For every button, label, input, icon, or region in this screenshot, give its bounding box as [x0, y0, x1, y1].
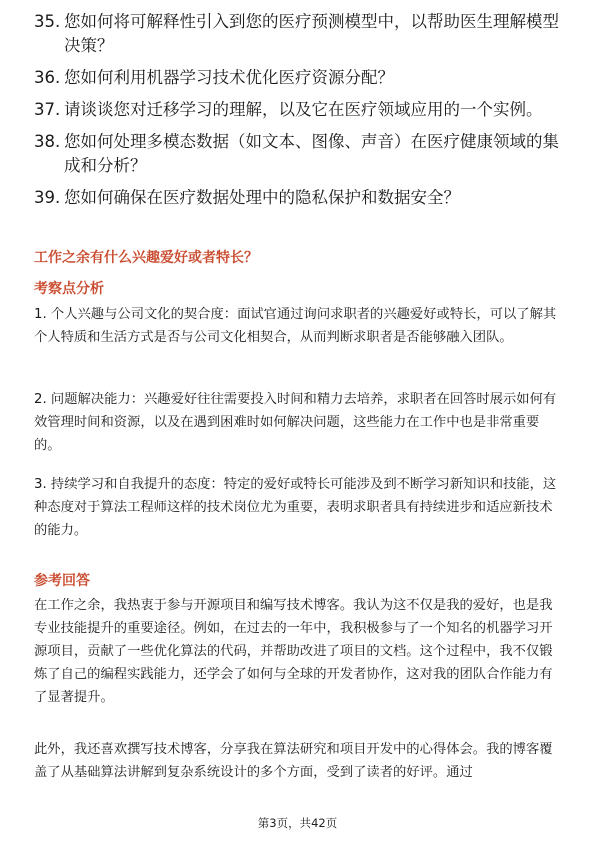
question-list: [34, 10, 564, 218]
answer-heading: 参考回答: [34, 573, 90, 589]
analysis-point: 2. 问题解决能力：兴趣爱好往往需要投入时间和精力去培养，求职者在回答时展示如何有效管理时间和资源，以及在遇到困难时如何解决问题，这些能力在工作中也是非常重要的。: [34, 392, 557, 453]
question-number: 39.: [34, 188, 61, 207]
question-item: [34, 66, 564, 90]
answer-paragraph: 在工作之余，我热衷于参与开源项目和编写技术博客。我认为这不仅是我的爱好，也是我专业技能提升的重要途径。例如，在过去的一年中，我积极参与了一个知名的机器学习开源项目，贡献了一些优化算法的代码，并帮助改进了项目的文档。这个过程中，我不仅锻炼了自己的编程实践能力，还学会了如何与全球的开发者协作，这对我的团队合作能力有了显著提升。: [34, 598, 553, 705]
question-item: [34, 98, 564, 122]
page-footer: 第3页，共42页: [257, 816, 338, 830]
question-item: [34, 186, 564, 210]
question-text: 您如何处理多模态数据（如文本、图像、声音）在医疗健康领域的集成和分析？: [64, 132, 559, 175]
analysis-point: 3. 持续学习和自我提升的态度：特定的爱好或特长可能涉及到不断学习新知识和技能，这种态度对于算法工程师这样的技术岗位尤为重要，表明求职者具有持续进步和适应新技术的能力。: [34, 477, 557, 538]
question-text: 您如何将可解释性引入到您的医疗预测模型中，以帮助医生理解模型决策？: [64, 12, 559, 55]
question-number: 37.: [34, 100, 61, 119]
question-text: 请谈谈您对迁移学习的理解，以及它在医疗领域应用的一个实例。: [64, 100, 543, 119]
section-question-heading: 工作之余有什么兴趣爱好或者特长？: [34, 250, 258, 266]
question-number: 36.: [34, 68, 61, 87]
question-item: [34, 130, 564, 178]
analysis-point: 1. 个人兴趣与公司文化的契合度：面试官通过询问求职者的兴趣爱好或特长，可以了解其个人特质和生活方式是否与公司文化相契合，从而判断求职者是否能够融入团队。: [34, 307, 557, 345]
answer-paragraph: 此外，我还喜欢撰写技术博客，分享我在算法研究和项目开发中的心得体会。我的博客覆盖了从基础算法讲解到复杂系统设计的多个方面，受到了读者的好评。通过: [34, 742, 553, 780]
analysis-heading: 考察点分析: [34, 281, 104, 297]
question-number: 38.: [34, 132, 61, 151]
question-text: 您如何利用机器学习技术优化医疗资源分配？: [64, 68, 394, 87]
question-item: [34, 10, 564, 58]
question-number: 35.: [34, 12, 61, 31]
question-text: 您如何确保在医疗数据处理中的隐私保护和数据安全？: [64, 188, 460, 207]
